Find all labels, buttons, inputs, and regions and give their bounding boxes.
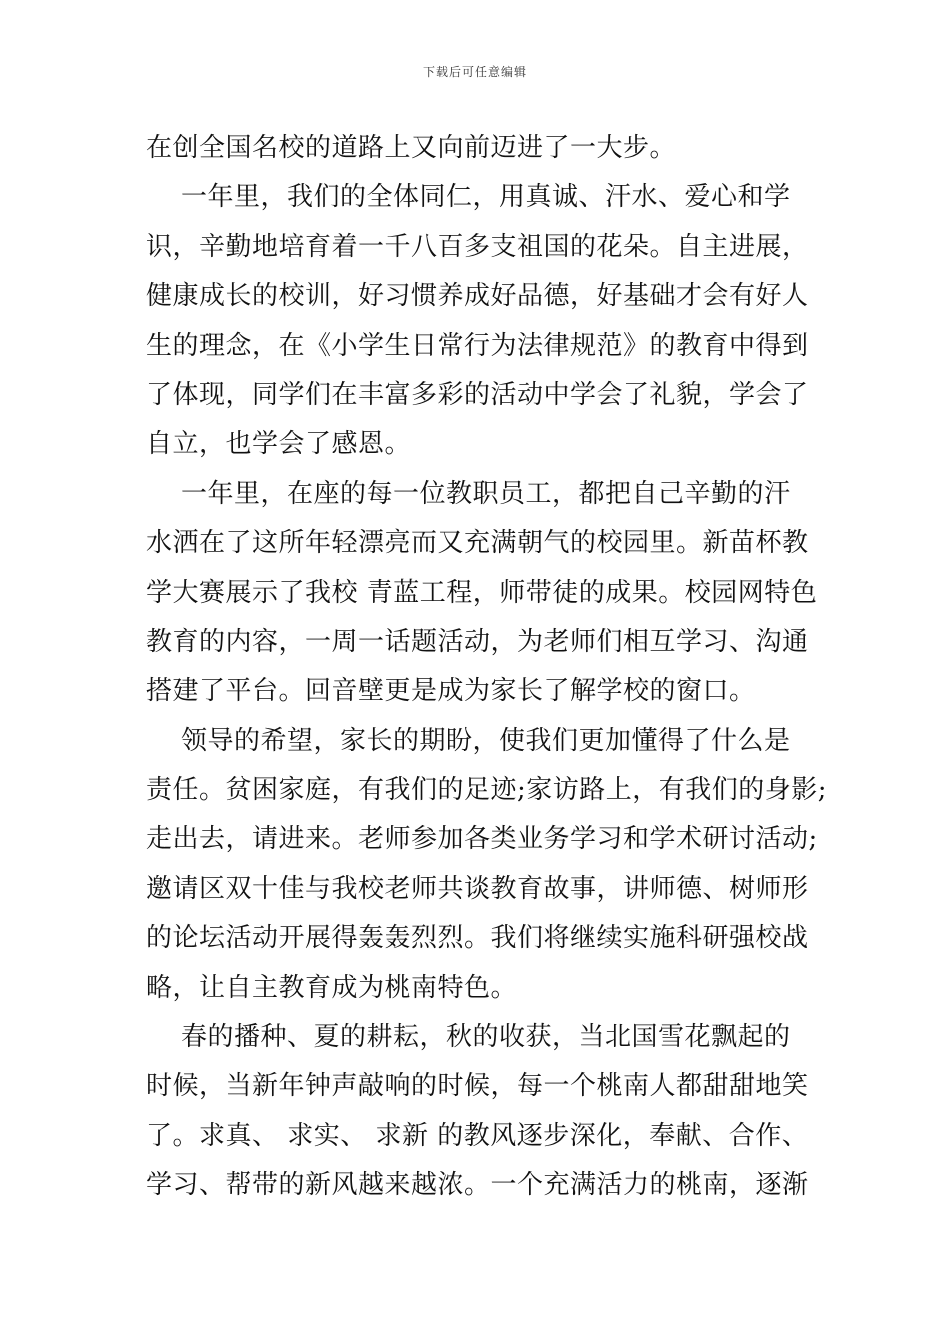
text-line: 在创全国名校的道路上又向前迈进了一大步。: [146, 133, 677, 163]
text-line: 水洒在了这所年轻漂亮而又充满朝气的校园里。新苗杯教: [146, 528, 809, 559]
text-line: 生的理念，在《小学生日常行为法律规范》的教育中得到: [146, 330, 809, 361]
text-line: 春的播种、夏的耕耘，秋的收获，当北国雪花飘起的: [146, 1022, 791, 1053]
text-line: 责任。贫困家庭，有我们的足迹;家访路上，有我们的身影;: [146, 775, 828, 806]
text-line: 识，辛勤地培育着一千八百多支祖国的花朵。自主进展，: [146, 231, 809, 262]
text-line: 时候，当新年钟声敲响的时候，每一个桃南人都甜甜地笑: [146, 1071, 809, 1102]
text-line: 了体现，同学们在丰富多彩的活动中学会了礼貌，学会了: [146, 379, 809, 410]
text-line: 自立，也学会了感恩。: [146, 429, 412, 460]
text-line: 略，让自主教育成为桃南特色。: [146, 972, 518, 1003]
text-line: 搭建了平台。回音壁更是成为家长了解学校的窗口。: [146, 676, 756, 707]
text-line: 邀请区双十佳与我校老师共谈教育故事，讲师德、树师形: [146, 873, 809, 904]
text-line: 学大赛展示了我校 青蓝工程，师带徒的成果。校园网特色: [146, 577, 818, 608]
text-line: 一年里，在座的每一位教职员工，都把自己辛勤的汗: [146, 478, 791, 509]
text-line: 走出去，请进来。老师参加各类业务学习和学术研讨活动;: [146, 824, 818, 855]
document-body: [146, 124, 828, 1211]
text-line: 健康成长的校训，好习惯养成好品德，好基础才会有好人: [146, 281, 809, 312]
text-line: 学习、帮带的新风越来越浓。一个充满活力的桃南，逐渐: [146, 1170, 809, 1201]
text-line: 领导的希望，家长的期盼，使我们更加懂得了什么是: [146, 725, 791, 756]
text-line: 一年里，我们的全体同仁，用真诚、汗水、爱心和学: [146, 182, 791, 213]
text-line: 教育的内容，一周一话题活动，为老师们相互学习、沟通: [146, 626, 809, 657]
text-line: 了。求真、 求实、 求新 的教风逐步深化，奉献、合作、: [146, 1120, 809, 1151]
page-header: 下载后可任意编辑: [422, 65, 527, 79]
text-line: 的论坛活动开展得轰轰烈烈。我们将继续实施科研强校战: [146, 923, 809, 954]
